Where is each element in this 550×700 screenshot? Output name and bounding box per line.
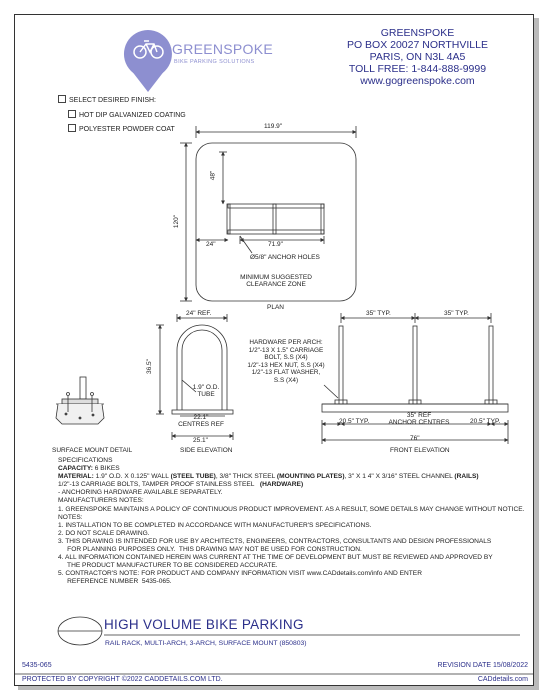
plan-depth-dim: 48": [209, 170, 217, 181]
spec-hardware: [58, 481, 518, 489]
caddetails-link[interactable]: CADdetails.com: [477, 676, 528, 683]
drawing-title: HIGH VOLUME BIKE PARKING: [104, 617, 304, 632]
front-typ-right: 35" TYP.: [444, 310, 469, 317]
side-height-dim: 36.5": [145, 359, 153, 374]
spec-capacity: [58, 465, 518, 473]
side-centres-ref: CENTRES REF: [178, 421, 224, 428]
finish-title-label: SELECT DESIRED FINISH:: [69, 97, 157, 104]
notes-title: NOTES:: [58, 513, 83, 521]
plan-zone-line-1: MINIMUM SUGGESTED: [240, 274, 312, 281]
steel-tube-label: (STEEL TUBE): [170, 473, 216, 481]
note-4a: 4. ALL INFORMATION CONTAINED HEREIN WAS CURRENT AT THE TIME OF DEVELOPMENT BUT MUST BE REVIEWED AND APPROVED BY: [58, 554, 493, 562]
copyright: PROTECTED BY COPYRIGHT ©2022 CADDETAILS.COM LTD.: [22, 676, 223, 683]
front-total-dim: 76": [410, 435, 420, 442]
hardware-text: 1/2"-13 CARRIAGE BOLTS, TAMPER PROOF STAINLESS STEEL: [58, 481, 255, 489]
side-tube-label: [186, 384, 226, 398]
company-address-2: PARIS, ON N3L 4A5: [369, 51, 466, 63]
front-elevation-label: FRONT ELEVATION: [390, 447, 450, 454]
logo-icon: [124, 30, 172, 92]
capacity-value: 6 BIKES: [94, 465, 120, 473]
rails-label: (RAILS): [454, 473, 479, 481]
capacity-label: CAPACITY:: [58, 465, 93, 473]
side-base-dim: 25.1": [193, 437, 208, 444]
side-centres-value: 22.1": [193, 414, 209, 421]
spec-anchor-note: - ANCHORING HARDWARE AVAILABLE SEPARATELY.: [58, 489, 223, 497]
material-label: MATERIAL:: [58, 473, 94, 481]
powder-checkbox[interactable]: [68, 124, 76, 132]
revision-date: REVISION DATE 15/08/2022: [437, 662, 528, 669]
plan-clearance-zone: [226, 274, 326, 288]
side-ref-dim: 24" REF.: [186, 310, 212, 317]
spec-title: SPECIFICATIONS: [58, 457, 113, 464]
plan-label: PLAN: [267, 304, 284, 311]
note-3b: FOR PLANNING PURPOSES ONLY. THIS DRAWING MAY NOT BE USED FOR CONSTRUCTION.: [58, 546, 362, 554]
hw-line-1: HARDWARE PER ARCH:: [249, 339, 323, 346]
surface-mount-detail: [56, 377, 104, 424]
company-phone: TOLL FREE: 1-844-888-9999: [348, 63, 487, 75]
front-anchor-centres-label: ANCHOR CENTRES: [388, 419, 450, 426]
mfr-note-1: 1. GREENSPOKE MAINTAINS A POLICY OF CONTINUOUS PRODUCT IMPROVEMENT. AS A RESULT, SOME DETAILS MAY CHANGE WITHOUT NOTICE.: [58, 505, 525, 513]
finish-title: [58, 95, 156, 104]
mounting-plates-label: (MOUNTING PLATES): [276, 473, 345, 481]
front-ref-value: 35" REF: [406, 412, 432, 419]
finish-checkbox[interactable]: [58, 95, 66, 103]
material-tube: 1.9" O.D. X 0.125" WALL: [95, 473, 169, 481]
reference-number: 5435-065: [22, 662, 52, 669]
front-left-typ: 20.5" TYP.: [339, 418, 370, 425]
material-channel: , 3" X 1 4" X 3/16" STEEL CHANNEL: [344, 473, 453, 481]
plan-width-dim: 119.9": [264, 123, 283, 130]
plan-zone-line-2: CLEARANCE ZONE: [246, 281, 306, 288]
front-typ-left: 35" TYP.: [366, 310, 391, 317]
galvanized-label: HOT DIP GALVANIZED COATING: [79, 112, 186, 119]
side-elevation-label: SIDE ELEVATION: [180, 447, 233, 454]
hw-line-6: S.S (X4): [273, 376, 299, 384]
mfr-title: MANUFACTURERS NOTES:: [58, 497, 144, 505]
note-5b: REFERENCE NUMBER 5435-065.: [58, 578, 172, 586]
front-anchor-centres: [386, 412, 452, 426]
hw-line-4: 1/2"-13 HEX NUT, S.S (X4): [247, 361, 325, 369]
powder-label: POLYESTER POWDER COAT: [79, 126, 175, 133]
note-5: 5. CONTRACTOR'S NOTE: FOR PRODUCT AND COMPANY INFORMATION VISIT www.CADdetails.com/info AND ENTER: [58, 570, 422, 578]
front-hardware-note: [240, 339, 332, 385]
company-info: [347, 27, 488, 87]
plan-height-dim: 120": [173, 214, 181, 229]
note-4b: THE PRODUCT MANUFACTURER TO BE CONSIDERED ACCURATE.: [58, 562, 278, 570]
logo-tagline: BIKE PARKING SOLUTIONS: [174, 59, 255, 65]
plan-offset-dim: 24": [206, 241, 216, 248]
side-centres: [176, 414, 226, 428]
material-plate: , 3/8" THICK STEEL: [215, 473, 276, 481]
note-3a: 3. THIS DRAWING IS INTENDED FOR USE BY ARCHITECTS, ENGINEERS, CONTRACTORS, CONSULTANTS AND DESIGN PROFESSIONALS: [58, 537, 492, 545]
company-website[interactable]: www.gogreenspoke.com: [360, 75, 475, 87]
side-tube-line-2: TUBE: [197, 391, 215, 398]
surface-mount-label: SURFACE MOUNT DETAIL: [52, 447, 133, 454]
galvanized-checkbox[interactable]: [68, 110, 76, 118]
hw-line-5: 1/2"-13 FLAT WASHER,: [251, 369, 321, 377]
hardware-label: (HARDWARE): [259, 481, 304, 489]
note-2: 2. DO NOT SCALE DRAWING.: [58, 529, 150, 537]
specifications-notes: [58, 457, 525, 587]
front-right-typ: 20.5" TYP.: [470, 418, 501, 425]
plan-rail-dim: 71.9": [268, 241, 283, 248]
hw-line-2: 1/2"-13 X 1.5" CARRIAGE: [248, 346, 324, 354]
note-1: 1. INSTALLATION TO BE COMPLETED IN ACCORDANCE WITH MANUFACTURER'S SPECIFICATIONS.: [58, 521, 372, 529]
hw-line-3: BOLT, S.S (X4): [264, 354, 308, 362]
company-name: GREENSPOKE: [380, 27, 455, 39]
finish-option-powder[interactable]: [68, 124, 175, 133]
logo-name: GREENSPOKE: [172, 41, 274, 57]
company-address-1: PO BOX 20027 NORTHVILLE: [346, 39, 488, 51]
spec-material: [58, 473, 518, 481]
plan-anchor-holes: Ø5/8" ANCHOR HOLES: [250, 254, 320, 261]
finish-option-galvanized[interactable]: [68, 110, 186, 119]
drawing-subtitle: RAIL RACK, MULTI-ARCH, 3-ARCH, SURFACE MOUNT (850803): [105, 640, 307, 647]
side-tube-line-1: 1.9" O.D.: [192, 384, 220, 391]
